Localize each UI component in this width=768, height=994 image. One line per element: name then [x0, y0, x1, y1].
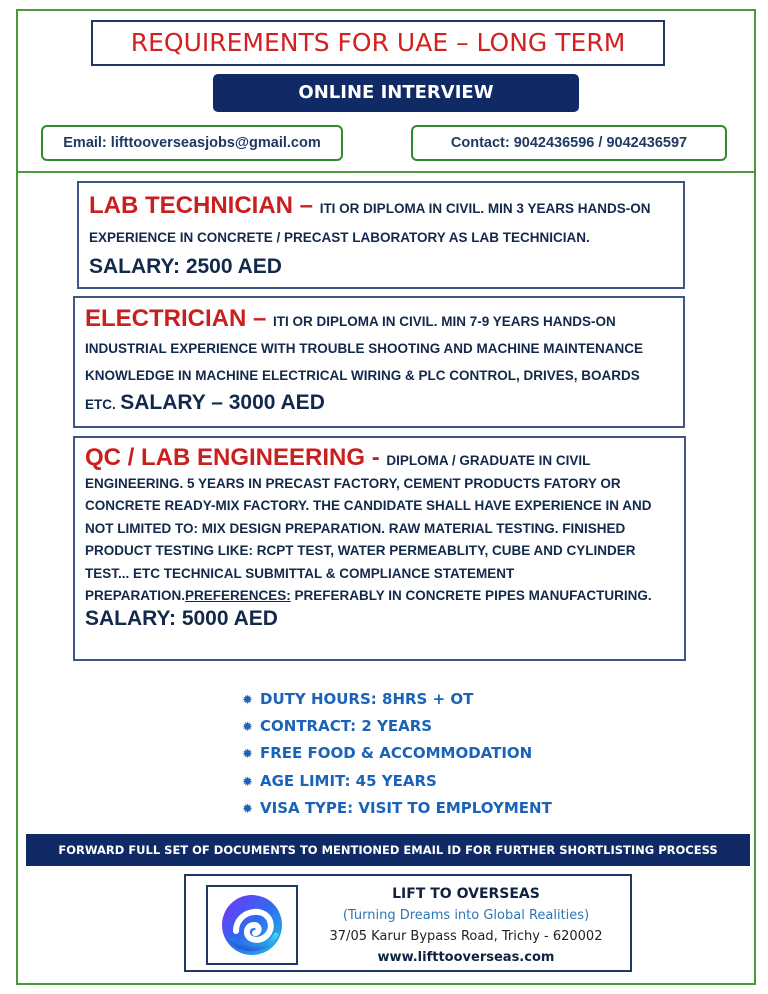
phone-contact[interactable]: Contact: 9042436596 / 9042436597 — [411, 125, 727, 161]
benefit-item — [242, 713, 552, 740]
company-tagline: (Turning Dreams into Global Realities) — [342, 908, 590, 923]
interview-banner: ONLINE INTERVIEW — [213, 74, 579, 112]
header-divider — [16, 171, 756, 173]
job-separator: – — [246, 305, 274, 332]
benefit-item — [242, 686, 552, 713]
benefits-list — [242, 686, 552, 822]
swirl-logo-icon — [218, 891, 286, 959]
benefit-text: VISA TYPE: VISIT TO EMPLOYMENT — [260, 798, 552, 817]
company-website[interactable]: www.lifttooverseas.com — [377, 950, 555, 965]
job-separator: – — [293, 192, 320, 219]
benefit-item — [242, 740, 552, 767]
job-salary: SALARY: 2500 AED — [89, 255, 282, 278]
logo-frame — [206, 885, 298, 965]
job-card-electrician — [73, 296, 685, 428]
star-burst-icon: ✹ — [242, 693, 253, 708]
job-description: ITI OR DIPLOMA IN CIVIL. MIN 3 YEARS HANDS-ON EXPERIENCE IN CONCRETE / PRECAST LABORATORY AS LAB TECHNICIAN. — [89, 201, 651, 245]
benefit-text: AGE LIMIT: 45 YEARS — [260, 771, 437, 790]
benefit-item — [242, 768, 552, 795]
company-name: LIFT TO OVERSEAS — [392, 886, 540, 902]
preferences-label: PREFERENCES: — [185, 588, 291, 603]
forward-documents-banner: FORWARD FULL SET OF DOCUMENTS TO MENTIONED EMAIL ID FOR FURTHER SHORTLISTING PROCESS — [26, 834, 750, 866]
star-burst-icon: ✹ — [242, 720, 253, 736]
job-card-qc-lab-engineering — [73, 436, 686, 661]
job-title: ELECTRICIAN — [85, 305, 247, 332]
job-separator: - — [365, 444, 387, 471]
company-address: 37/05 Karur Bypass Road, Trichy - 620002 — [329, 929, 603, 944]
benefit-text: FREE FOOD & ACCOMMODATION — [260, 744, 533, 763]
job-title: LAB TECHNICIAN — [89, 192, 293, 219]
job-salary: SALARY: 5000 AED — [85, 606, 278, 630]
company-info — [306, 884, 626, 968]
job-card-lab-technician — [77, 181, 685, 289]
preferences-text: PREFERABLY IN CONCRETE PIPES MANUFACTURING. — [290, 588, 652, 603]
company-footer — [184, 874, 632, 972]
job-description: DIPLOMA / GRADUATE IN CIVIL ENGINEERING. 5 YEARS IN PRECAST FACTORY, CEMENT PRODUCTS FATORY OR CONCRETE READY-MIX FACTORY. THE CANDIDATE SHALL HAVE EXPERIENCE IN AND NOT LIMITED TO: MIX DESIGN PREPARATION. RAW MATERIAL TESTING. FINISHED PRODUCT TESTING LIKE: RCPT TEST, WATER PERMEABLITY, CUBE AND CYLINDER TEST... ETC TECHNICAL SUBMITTAL & COMPLIANCE STATEMENT PREPARATION. — [85, 453, 652, 603]
email-contact[interactable]: Email: lifttooverseasjobs@gmail.com — [41, 125, 343, 161]
benefit-text: CONTRACT: 2 YEARS — [260, 717, 433, 736]
benefit-text: DUTY HOURS: 8HRS + OT — [260, 690, 474, 708]
job-description: ITI OR DIPLOMA IN CIVIL. MIN 7-9 YEARS HANDS-ON INDUSTRIAL EXPERIENCE WITH TROUBLE SHOOTING AND MACHINE MAINTENANCE KNOWLEDGE IN MACHINE ELECTRICAL WIRING & PLC CONTROL, DRIVES, BOARDS ETC. — [85, 314, 644, 412]
star-burst-icon: ✹ — [242, 801, 253, 817]
job-salary: SALARY – 3000 AED — [120, 391, 325, 414]
benefit-item — [242, 795, 552, 822]
star-burst-icon: ✹ — [242, 747, 253, 763]
page-title: REQUIREMENTS FOR UAE – LONG TERM — [91, 20, 665, 66]
job-title: QC / LAB ENGINEERING — [85, 444, 366, 471]
star-burst-icon: ✹ — [242, 774, 253, 790]
